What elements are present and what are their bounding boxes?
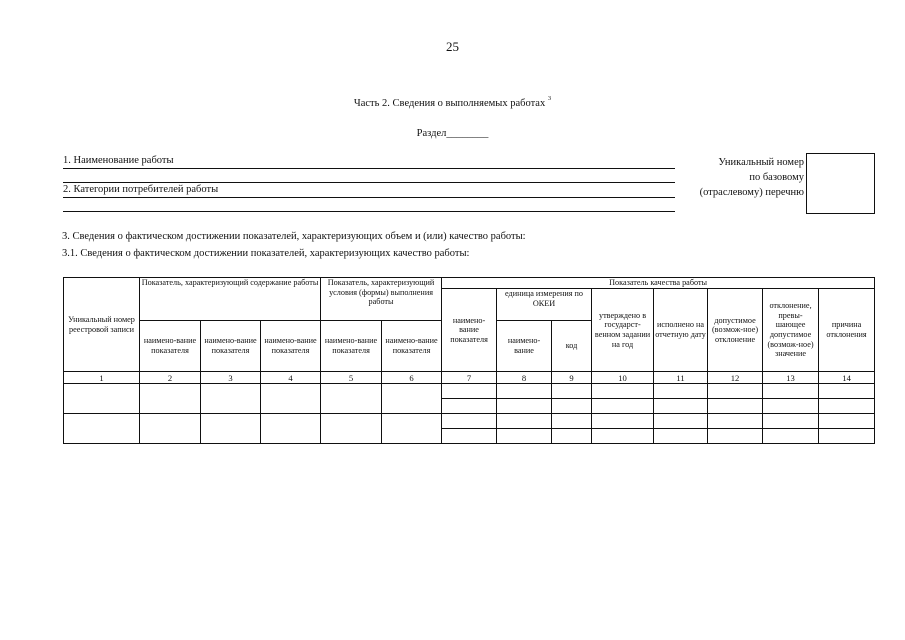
column-number: 12 [708,372,763,384]
table-cell[interactable] [819,414,875,429]
subheader-indicator-name: наимено-вание показателя [382,321,442,372]
table-cell[interactable] [382,414,442,444]
consumer-category-label: 2. Категории потребителей работы [63,184,219,195]
table-cell[interactable] [708,399,763,414]
table-cell[interactable] [654,384,708,399]
header-deviation-reason: причина отклонения [819,289,875,372]
consumer-category-line[interactable] [63,197,675,198]
table-cell[interactable] [592,399,654,414]
section-label: Раздел________ [416,128,489,139]
consumer-category-line-2[interactable] [63,211,675,212]
column-number: 7 [442,372,497,384]
table-cell[interactable] [592,384,654,399]
subheader-unit-code: код [552,321,592,372]
table-cell[interactable] [321,414,382,444]
table-cell[interactable] [654,414,708,429]
section-3-1-heading: 3.1. Сведения о фактическом достижении показателей, характеризующих качество работы: [62,248,470,259]
table-cell[interactable] [497,399,552,414]
table-cell[interactable] [592,414,654,429]
table-cell[interactable] [708,414,763,429]
table-cell[interactable] [763,399,819,414]
registry-number-box[interactable] [806,153,875,214]
column-number: 14 [819,372,875,384]
quality-indicators-table [63,277,875,444]
column-number: 9 [552,372,592,384]
table-cell[interactable] [64,384,140,414]
column-number: 10 [592,372,654,384]
table-cell[interactable] [442,414,497,429]
table-cell[interactable] [763,414,819,429]
column-number: 4 [261,372,321,384]
subheader-unit-name: наимено-вание [497,321,552,372]
subheader-indicator-name: наимено-вание показателя [201,321,261,372]
table-cell[interactable] [654,399,708,414]
table-cell[interactable] [64,414,140,444]
table-cell[interactable] [552,414,592,429]
table-cell[interactable] [201,414,261,444]
table-cell[interactable] [442,399,497,414]
table-cell[interactable] [261,384,321,414]
table-cell[interactable] [497,384,552,399]
registry-label-line2: по базовому [749,172,804,183]
table-cell[interactable] [819,429,875,444]
header-conditions-indicator: Показатель, характеризующий условия (формы) выполнения работы [321,278,442,321]
registry-label-line1: Уникальный номер [718,157,804,168]
table-cell[interactable] [708,429,763,444]
column-number: 13 [763,372,819,384]
column-number: 1 [64,372,140,384]
header-allowed-deviation: допустимое (возмож-ное) отклонение [708,289,763,372]
column-number: 5 [321,372,382,384]
page-number: 25 [446,39,459,54]
subheader-indicator-name: наимено-вание показателя [140,321,201,372]
part-title [0,95,905,109]
work-name-label: 1. Наименование работы [63,155,174,166]
table-cell[interactable] [382,384,442,414]
table-cell[interactable] [201,384,261,414]
table-cell[interactable] [442,384,497,399]
column-number: 11 [654,372,708,384]
section-3-heading: 3. Сведения о фактическом достижении показателей, характеризующих объем и (или) качество работы: [62,231,526,242]
column-number: 2 [140,372,201,384]
subheader-indicator-name: наимено-вание показателя [261,321,321,372]
table-cell[interactable] [321,384,382,414]
work-name-line[interactable] [63,168,675,169]
work-name-line-2[interactable] [63,182,675,183]
table-cell[interactable] [497,429,552,444]
header-approved: утверждено в государст-венном задании на год [592,289,654,372]
header-quality-indicator: Показатель качества работы [442,278,875,289]
table-cell[interactable] [140,384,201,414]
table-cell[interactable] [592,429,654,444]
registry-label-line3: (отраслевому) перечню [699,187,804,198]
table-cell[interactable] [442,429,497,444]
header-executed: исполнено на отчетную дату [654,289,708,372]
table-cell[interactable] [708,384,763,399]
column-number: 3 [201,372,261,384]
header-content-indicator: Показатель, характеризующий содержание работы [140,278,321,321]
table-cell[interactable] [819,399,875,414]
footnote-marker: 3 [547,95,552,102]
header-indicator-name: наимено-вание показателя [442,289,497,372]
column-number: 6 [382,372,442,384]
table-cell[interactable] [819,384,875,399]
subheader-indicator-name: наимено-вание показателя [321,321,382,372]
table-cell[interactable] [552,399,592,414]
table-cell[interactable] [261,414,321,444]
table-cell[interactable] [654,429,708,444]
table-cell[interactable] [552,429,592,444]
table-cell[interactable] [497,414,552,429]
table-cell[interactable] [763,429,819,444]
part-title-text: Часть 2. Сведения о выполняемых работах [353,98,546,109]
header-unique-number: Уникальный номер реестровой записи [64,278,140,372]
registry-number-label [700,155,804,200]
table-cell[interactable] [140,414,201,444]
header-okei-unit: единица измерения по ОКЕИ [497,289,592,321]
column-number: 8 [497,372,552,384]
table-cell[interactable] [763,384,819,399]
header-exceeding-deviation: отклонение, превы-шающее допустимое (возмож-ное) значение [763,289,819,372]
table-cell[interactable] [552,384,592,399]
